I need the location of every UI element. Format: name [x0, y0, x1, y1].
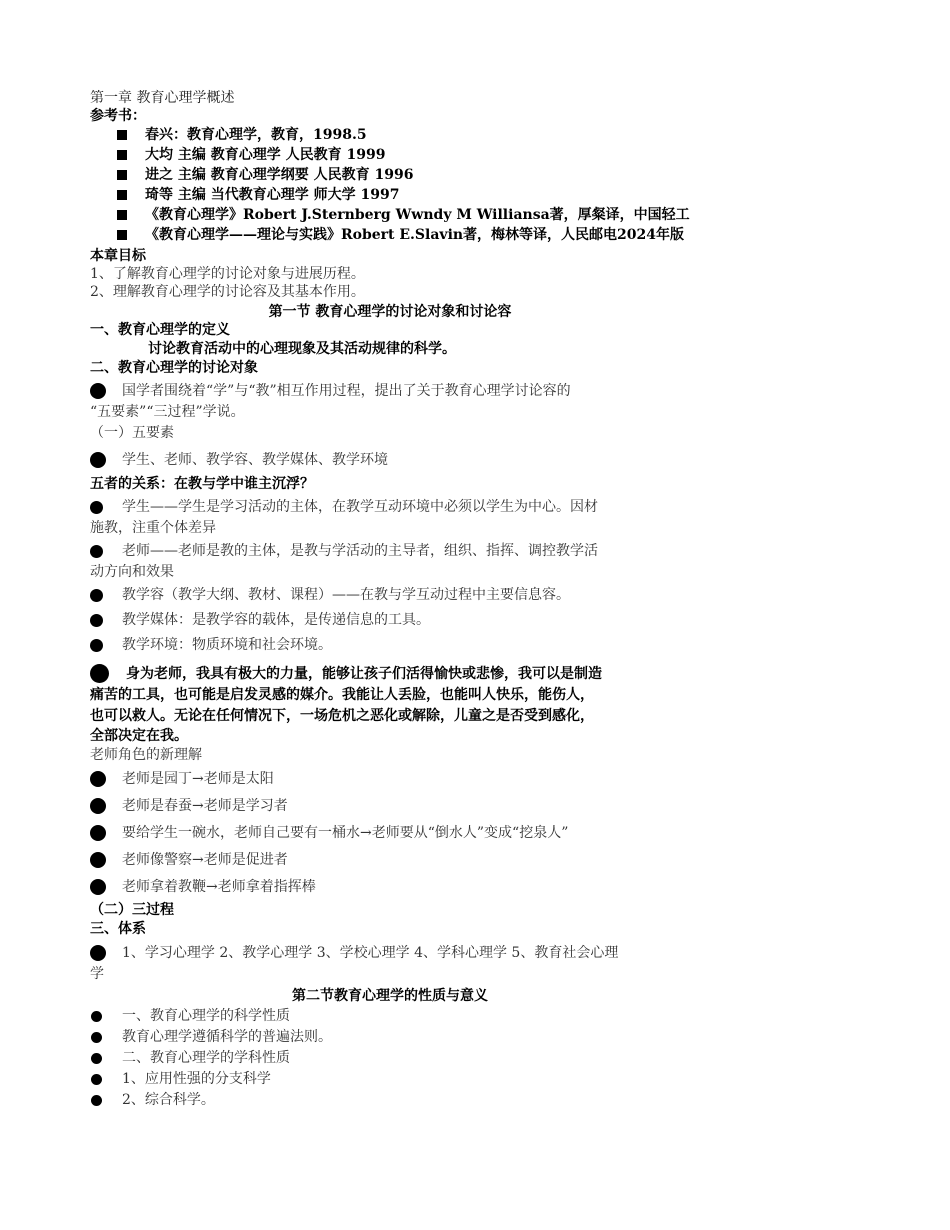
bullet-dot-icon: [90, 614, 103, 627]
bullet-dot-icon: [90, 798, 106, 814]
new-role-item: 老师是园丁→老师是太阳: [90, 769, 690, 790]
bullet-dot-icon: [90, 825, 106, 841]
bullet-dot-icon: [90, 879, 106, 895]
bullet-dot-icon: [90, 852, 106, 868]
bullet-dot-icon: [90, 639, 103, 652]
document-page: [90, 89, 690, 1111]
new-role-heading: 老师角色的新理解: [90, 747, 202, 763]
nature-item: 二、教育心理学的学科性质: [90, 1048, 690, 1069]
relationship-heading: 五者的关系：在教与学中谁主沉浮？: [90, 476, 314, 492]
references-heading: 参考书：: [90, 108, 146, 124]
new-roles-list: [90, 769, 690, 898]
nature-item: 教育心理学遵循科学的普遍法则。: [90, 1027, 690, 1048]
square-bullet-icon: [117, 230, 127, 240]
relation-teacher-continuation: 动方向和效果: [90, 564, 174, 580]
nature-item: 一、教育心理学的科学性质: [90, 1006, 690, 1027]
goal-item: 2、理解教育心理学的讨论容及其基本作用。: [90, 284, 365, 300]
nature-item: 1、应用性强的分支科学: [90, 1069, 690, 1090]
three-processes-heading: （二）三过程: [90, 902, 174, 918]
reference-item: 春兴：教育心理学，教育，1998.5: [90, 125, 690, 145]
system-heading: 三、体系: [90, 921, 146, 937]
relation-environment-item: 教学环境：物质环境和社会环境。: [90, 635, 690, 656]
square-bullet-icon: [117, 170, 127, 180]
chapter-title: 第一章 教育心理学概述: [90, 90, 235, 106]
teacher-quote: 身为老师，我具有极大的力量，能够让孩子们活得愉快或悲惨，我可以是制造: [90, 664, 690, 685]
section-2-title: 第二节教育心理学的性质与意义: [292, 988, 488, 1004]
new-role-item: 老师拿着教鞭→老师拿着指挥棒: [90, 877, 690, 898]
relation-teacher-item: 老师——老师是教的主体，是教与学活动的主导者，组织、指挥、调控教学活: [90, 541, 690, 562]
bullet-dot-icon: [90, 501, 103, 514]
bullet-dot-icon: [90, 452, 106, 468]
square-bullet-icon: [117, 150, 127, 160]
bullet-dot-icon: [91, 1032, 102, 1043]
nature-item: 2、综合科学。: [90, 1090, 690, 1111]
teacher-quote-line: 也可以救人。无论在任何情况下，一场危机之恶化或解除，儿童之是否受到感化，: [90, 708, 594, 724]
references-list: [90, 125, 690, 245]
bullet-dot-icon: [90, 664, 109, 683]
relation-content-item: 教学容（教学大纲、教材、课程）——在教与学互动过程中主要信息容。: [90, 585, 690, 606]
new-role-item: 老师是春蚕→老师是学习者: [90, 796, 690, 817]
teacher-quote-line: 全部决定在我。: [90, 728, 188, 744]
bullet-dot-icon: [91, 1095, 102, 1106]
relation-student-item: 学生——学生是学习活动的主体，在教学互动环境中必须以学生为中心。因材: [90, 497, 690, 518]
definition-text: 讨论教育活动中的心理现象及其活动规律的科学。: [148, 341, 456, 357]
reference-item: 进之 主编 教育心理学纲要 人民教育 1996: [90, 165, 690, 185]
research-object-bullet: 国学者围绕着“学”与“教”相互作用过程，提出了关于教育心理学讨论容的: [90, 381, 690, 402]
square-bullet-icon: [117, 210, 127, 220]
relation-student-continuation: 施教，注重个体差异: [90, 520, 216, 536]
teacher-quote-line: 痛苦的工具，也可能是启发灵感的媒介。我能让人丢脸，也能叫人快乐，能伤人，: [90, 687, 594, 703]
square-bullet-icon: [117, 130, 127, 140]
research-object-heading: 二、教育心理学的讨论对象: [90, 360, 258, 376]
bullet-dot-icon: [90, 545, 103, 558]
new-role-item: 要给学生一碗水，老师自己要有一桶水→老师要从“倒水人”变成“挖泉人”: [90, 823, 690, 844]
reference-item: 琦等 主编 当代教育心理学 师大学 1997: [90, 185, 690, 205]
bullet-dot-icon: [91, 1011, 102, 1022]
bullet-dot-icon: [90, 589, 103, 602]
system-continuation: 学: [90, 966, 104, 982]
bullet-dot-icon: [90, 945, 106, 961]
bullet-dot-icon: [90, 771, 106, 787]
square-bullet-icon: [117, 190, 127, 200]
system-bullet: 1、学习心理学 2、教学心理学 3、学校心理学 4、学科心理学 5、教育社会心理: [90, 943, 690, 964]
research-object-continuation: “五要素”“三过程”学说。: [90, 404, 245, 420]
bullet-dot-icon: [91, 1074, 102, 1085]
chapter-goals-heading: 本章目标: [90, 248, 146, 264]
reference-item: 《教育心理学》Robert J.Sternberg Wwndy M Williansa著，厚粲译，中国轻工: [90, 205, 690, 225]
nature-list: [90, 1006, 690, 1111]
five-elements-heading: （一）五要素: [90, 425, 174, 441]
bullet-dot-icon: [90, 383, 106, 399]
goal-item: 1、了解教育心理学的讨论对象与进展历程。: [90, 266, 365, 282]
five-elements-bullet: 学生、老师、教学容、教学媒体、教学环境: [90, 450, 690, 471]
reference-item: 《教育心理学——理论与实践》Robert E.Slavin著，梅林等译，人民邮电2024年版: [90, 225, 690, 245]
definition-heading: 一、教育心理学的定义: [90, 322, 230, 338]
section-1-title: 第一节 教育心理学的讨论对象和讨论容: [268, 304, 512, 320]
bullet-dot-icon: [91, 1053, 102, 1064]
reference-item: 大均 主编 教育心理学 人民教育 1999: [90, 145, 690, 165]
new-role-item: 老师像警察→老师是促进者: [90, 850, 690, 871]
relation-media-item: 教学媒体：是教学容的载体，是传递信息的工具。: [90, 610, 690, 631]
